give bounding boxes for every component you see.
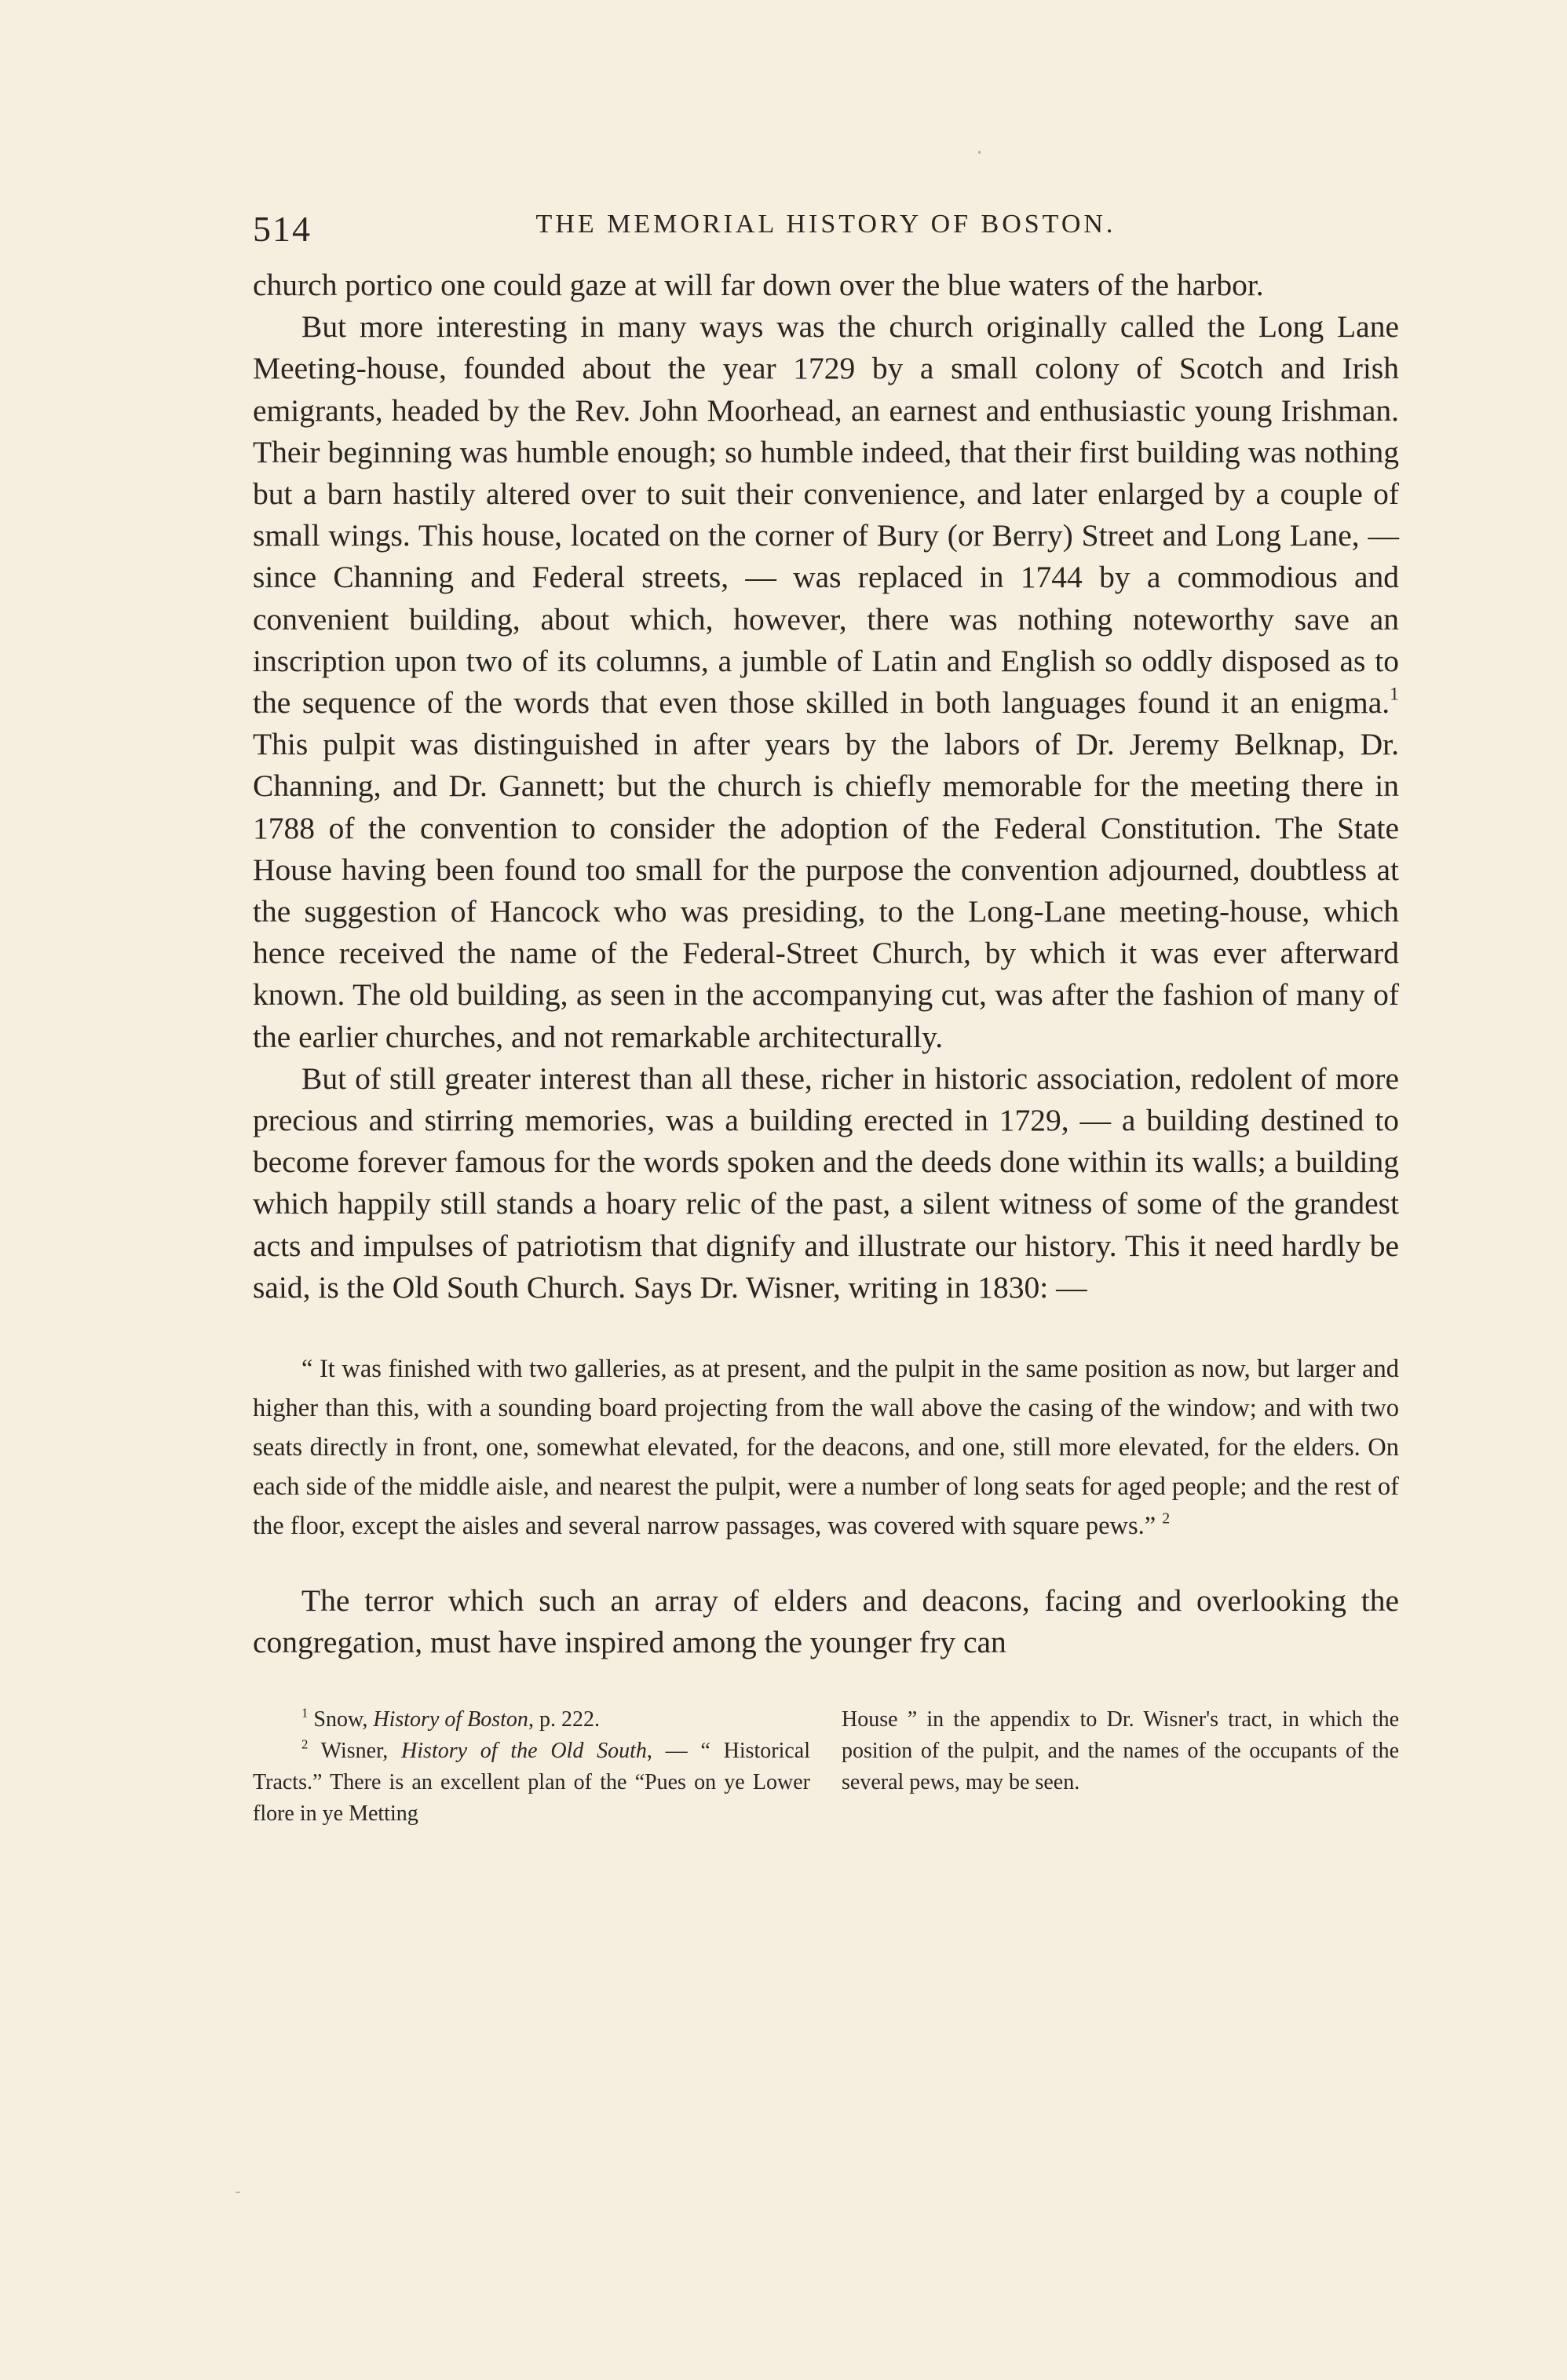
speck-mark bbox=[978, 151, 981, 154]
paragraph-3: But of still greater interest than all these, richer in historic association, redolent of more precious and stirring memories, was a building erected in 1729, — a building destined to become forever famous for the words spoken and the deeds done within its walls; a building which happily still stands a hoary relic of the past, a silent witness of some of the grandest acts and impulses of patriotism that dignify and illustrate our history. This it need hardly be said, is the Old South Church. Says Dr. Wisner, writing in 1830: — bbox=[253, 1060, 1399, 1305]
footnotes bbox=[253, 1704, 1399, 1830]
paragraph-4: The terror which such an array of elders and deacons, facing and overlooking the congregation, must have inspired among the younger fry can bbox=[253, 1583, 1399, 1660]
footnote-1-title: History of Boston bbox=[373, 1707, 528, 1732]
footnotes-column-left bbox=[253, 1704, 810, 1830]
paragraph-1: church portico one could gaze at will far down over the blue waters of the harbor. bbox=[253, 268, 1264, 302]
footnote-2-left-text: , — “ Historical Tracts.” There is an excellent plan of the “Pues on ye Lower flore in ye Metting bbox=[253, 1739, 811, 1827]
paragraph-2-text: But more interesting in many ways was the church originally called the Long Lane Meeting-house, founded about the year 1729 by a small colony of Scotch and Irish emigrants, headed by the Rev. John Moorhead, an earnest and enthusiastic young Irishman. Their beginning was humble enough; so humble indeed, that their first building was nothing but a barn hastily altered over to suit their convenience, and later enlarged by a couple of small wings. This house, located on the corner of Bury (or Berry) Street and Long Lane, — since Channing and Federal streets, — was replaced in 1744 by a commodious and convenient building, about which, however, there was nothing noteworthy save an inscription upon two of its columns, a jumble of Latin and English so oddly disposed as to the sequence of the words that even those skilled in both languages found it an enigma. bbox=[253, 309, 1399, 721]
page-number: 514 bbox=[253, 209, 312, 249]
footnote-1-marker: 1 bbox=[301, 1705, 309, 1721]
quote-text: “ It was finished with two galleries, as at present, and the pulpit in the same position as now, but larger and higher than this, with a sounding board projecting from the wall above the casing of the window; and with two seats directly in front, one, somewhat elevated, for the deacons, and one, still more elevated, for the elders. On each side of the middle aisle, and nearest the pulpit, were a number of long seats for aged people; and the rest of the floor, except the aisles and several narrow passages, was covered with square pews.” bbox=[253, 1355, 1399, 1541]
page-header bbox=[253, 200, 1399, 255]
footnote-1 bbox=[253, 1704, 810, 1736]
footnote-1-page: , p. 222. bbox=[528, 1707, 600, 1732]
closing-text bbox=[253, 1580, 1399, 1663]
footnote-1-author: Snow, bbox=[313, 1707, 374, 1732]
paragraph-2-continued: This pulpit was distinguished in after years by the labors of Dr. Jeremy Belknap, Dr. Channing, and Dr. Gannett; but the church is chiefly memorable for the meeting there in 1788 of the convention to consider the adoption of the Federal Constitution. The State House having been found too small for the purpose the convention adjourned, doubtless at the suggestion of Hancock who was presiding, to the Long-Lane meeting-house, which hence received the name of the Federal-Street Church, by which it was ever afterward known. The old building, as seen in the accompanying cut, was after the fashion of many of the earlier churches, and not remarkable architecturally. bbox=[253, 727, 1399, 1054]
footnote-ref-1: 1 bbox=[1390, 684, 1399, 705]
footnote-2-start bbox=[253, 1736, 810, 1830]
footnote-2-title: History of the Old South bbox=[401, 1739, 647, 1764]
footnotes-column-right bbox=[842, 1704, 1399, 1830]
book-page bbox=[253, 200, 1399, 1830]
block-quote bbox=[253, 1349, 1399, 1546]
running-title: THE MEMORIAL HISTORY OF BOSTON. bbox=[535, 210, 1116, 239]
footnote-2-continued: House ” in the appendix to Dr. Wisner's tract, in which the position of the pulpit, and the names of the occupants of the several pews, may be seen. bbox=[842, 1707, 1399, 1795]
quote-text-wrapper bbox=[253, 1349, 1399, 1546]
paragraph-2 bbox=[253, 306, 1399, 1058]
main-text bbox=[253, 265, 1399, 1309]
footnote-2-marker: 2 bbox=[301, 1736, 309, 1752]
speck-mark-2 bbox=[236, 2192, 240, 2193]
footnote-ref-2: 2 bbox=[1162, 1510, 1171, 1528]
footnote-2-author: Wisner, bbox=[320, 1739, 402, 1764]
